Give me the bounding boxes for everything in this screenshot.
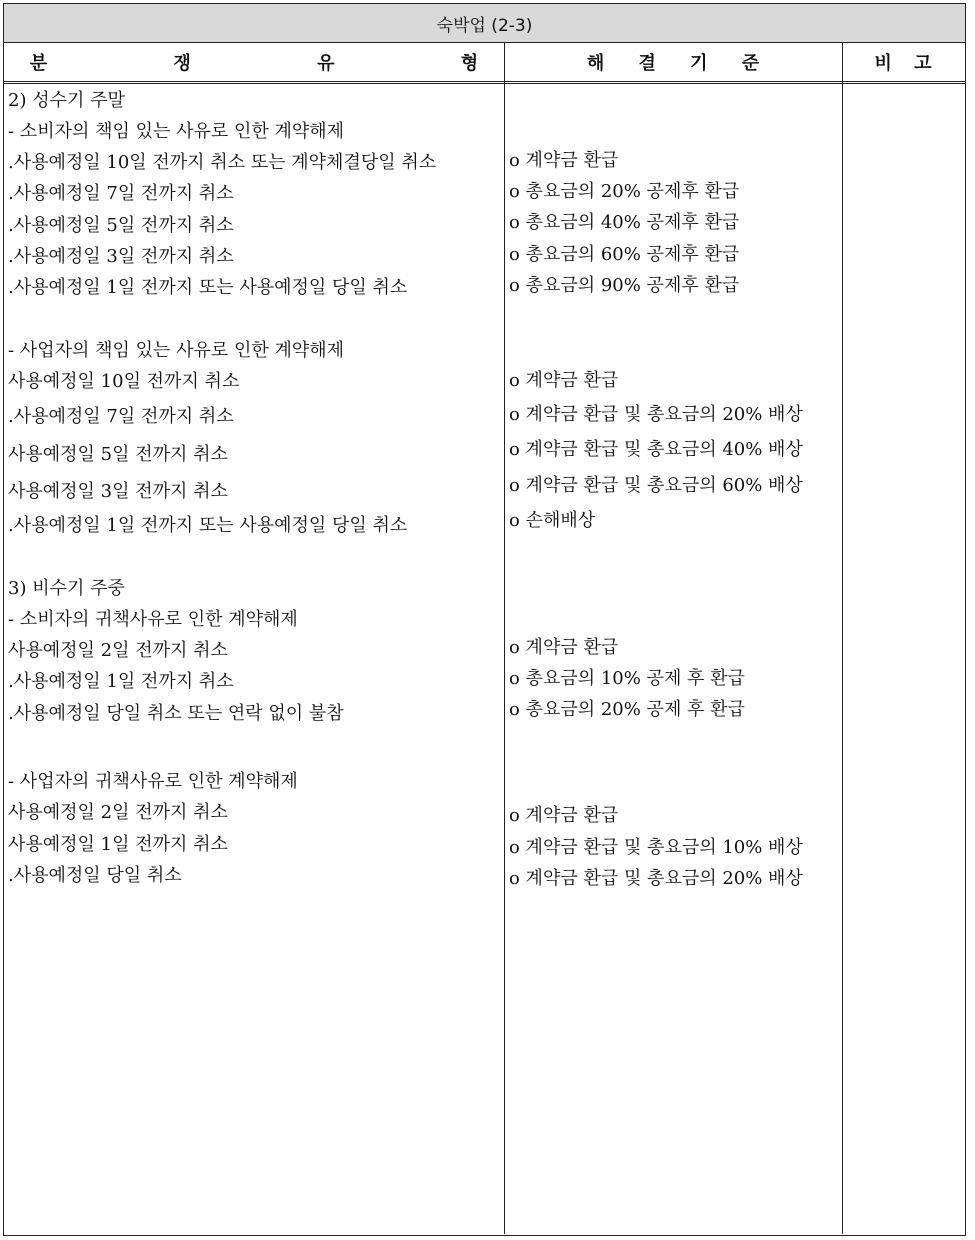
header-dispute-type: 분 쟁 유 형	[29, 53, 539, 74]
right-line: o 계약금 환급 및 총요금의 20% 배상	[509, 404, 803, 425]
left-line: - 소비자의 책임 있는 사유로 인한 계약해제	[8, 121, 345, 142]
header-remark: 비 고	[874, 53, 940, 74]
left-line: .사용예정일 3일 전까지 취소	[8, 246, 234, 267]
right-line: o 계약금 환급 및 총요금의 20% 배상	[509, 868, 803, 889]
left-line: .사용예정일 당일 취소 또는 연락 없이 불참	[8, 703, 344, 724]
title-text: 숙박업 (2-3)	[436, 15, 533, 36]
right-line: o 계약금 환급	[509, 637, 619, 658]
right-line: o 총요금의 90% 공제후 환급	[509, 275, 740, 296]
left-line: 사용예정일 1일 전까지 취소	[8, 834, 228, 855]
right-line: o 계약금 환급	[509, 370, 619, 391]
right-line: o 총요금의 10% 공제 후 환급	[509, 668, 745, 689]
left-line: - 소비자의 귀책사유로 인한 계약해제	[8, 609, 298, 630]
left-line: 사용예정일 5일 전까지 취소	[8, 444, 228, 465]
left-line: .사용예정일 1일 전까지 취소	[8, 671, 234, 692]
right-line: o 계약금 환급 및 총요금의 60% 배상	[509, 475, 803, 496]
left-line: .사용예정일 1일 전까지 또는 사용예정일 당일 취소	[8, 515, 408, 536]
left-line: 사용예정일 3일 전까지 취소	[8, 481, 228, 502]
column-divider-2	[842, 43, 843, 1234]
left-line: .사용예정일 10일 전까지 취소 또는 계약체결당일 취소	[8, 152, 437, 173]
right-line: o 계약금 환급	[509, 150, 619, 171]
column-divider-1	[504, 43, 505, 1234]
right-line: o 계약금 환급 및 총요금의 10% 배상	[509, 837, 803, 858]
document-table	[3, 3, 966, 1236]
right-line: o 계약금 환급	[509, 805, 619, 826]
right-line: o 계약금 환급 및 총요금의 40% 배상	[509, 439, 803, 460]
table-title	[4, 4, 965, 43]
right-line: o 총요금의 20% 공제 후 환급	[509, 699, 745, 720]
left-line: - 사업자의 귀책사유로 인한 계약해제	[8, 771, 298, 792]
header-row	[4, 43, 965, 84]
header-resolution-standard: 해 결 기 준	[586, 53, 774, 74]
left-line: .사용예정일 당일 취소	[8, 865, 182, 886]
right-line: o 총요금의 20% 공제후 환급	[509, 181, 740, 202]
left-line: .사용예정일 7일 전까지 취소	[8, 406, 234, 427]
left-line: 3) 비수기 주중	[8, 578, 125, 599]
left-line: 사용예정일 2일 전까지 취소	[8, 640, 228, 661]
left-line: .사용예정일 7일 전까지 취소	[8, 183, 234, 204]
left-line: 사용예정일 10일 전까지 취소	[8, 371, 240, 392]
left-line: .사용예정일 1일 전까지 또는 사용예정일 당일 취소	[8, 277, 408, 298]
left-line: 사용예정일 2일 전까지 취소	[8, 802, 228, 823]
left-line: .사용예정일 5일 전까지 취소	[8, 215, 234, 236]
left-line: - 사업자의 책임 있는 사유로 인한 계약해제	[8, 340, 345, 361]
right-line: o 총요금의 40% 공제후 환급	[509, 212, 740, 233]
right-line: o 총요금의 60% 공제후 환급	[509, 244, 740, 265]
left-line: 2) 성수기 주말	[8, 90, 125, 111]
right-line: o 손해배상	[509, 510, 596, 531]
